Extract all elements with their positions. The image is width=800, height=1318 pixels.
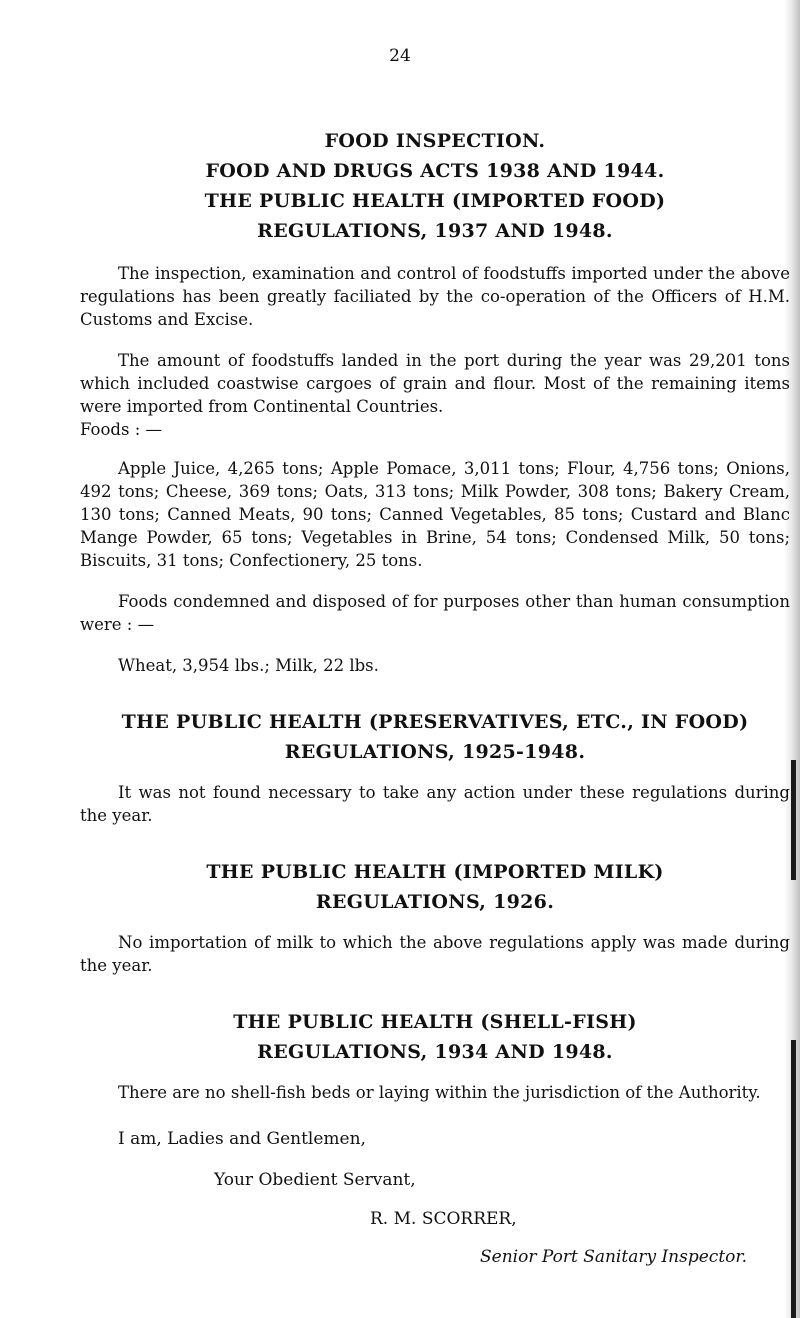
paragraph: It was not found necessary to take any action under these regulations during the year.	[80, 783, 790, 825]
foods-label: Foods : —	[80, 420, 162, 439]
shellfish-section	[80, 1007, 790, 1104]
signoff	[80, 1128, 790, 1267]
document-body	[80, 126, 790, 1267]
section-heading	[80, 707, 790, 767]
paragraph: There are no shell-fish beds or laying within the jurisdiction of the Authority.	[118, 1083, 761, 1102]
page-number: 24	[389, 46, 411, 66]
binding-mark	[791, 1040, 796, 1318]
section-heading	[80, 126, 790, 246]
foods-list: Apple Juice, 4,265 tons; Apple Pomace, 3,011 tons; Flour, 4,756 tons; Onions, 492 tons; Cheese, 369 tons; Oats, 313 tons; Milk Powder, 308 tons; Bakery Cream, 130 tons; Canned Meats, 90 tons; Canned Vegetables, 85 tons; Custard and Blanc Mange Powder, 65 tons; Vegetables in Brine, 54 tons; Condensed Milk, 50 tons; Biscuits, 31 tons; Confectionery, 25 tons.	[80, 459, 790, 570]
heading-line: THE PUBLIC HEALTH (SHELL-FISH)	[233, 1011, 637, 1033]
imported-milk-section	[80, 857, 790, 977]
paragraph: The inspection, examination and control of foodstuffs imported under the above regulations has been greatly faciliated by the co-operation of the Officers of H.M. Customs and Excise.	[80, 264, 790, 329]
condemned-list: Wheat, 3,954 lbs.; Milk, 22 lbs.	[118, 656, 379, 675]
heading-line: REGULATIONS, 1926.	[315, 891, 555, 913]
heading-line: THE PUBLIC HEALTH (IMPORTED MILK)	[206, 861, 664, 883]
heading-line: REGULATIONS, 1925-1948.	[284, 741, 586, 763]
food-inspection-section	[80, 126, 790, 677]
binding-mark	[791, 760, 796, 880]
heading-line: REGULATIONS, 1934 AND 1948.	[257, 1041, 613, 1063]
paragraph: No importation of milk to which the above regulations apply was made during the year.	[80, 933, 790, 975]
heading-line: THE PUBLIC HEALTH (PRESERVATIVES, ETC., IN FOOD)	[121, 711, 749, 733]
paragraph: The amount of foodstuffs landed in the port during the year was 29,201 tons which included coastwise cargoes of grain and flour. Most of the remaining items were imported from Continental Countries.	[80, 351, 790, 416]
signatory-title: Senior Port Sanitary Inspector.	[480, 1247, 748, 1267]
heading-line: THE PUBLIC HEALTH (IMPORTED FOOD)	[204, 190, 666, 212]
section-heading	[80, 857, 790, 917]
signoff-closing: Your Obedient Servant,	[214, 1170, 416, 1190]
heading-line: FOOD INSPECTION.	[324, 130, 546, 152]
heading-line: REGULATIONS, 1937 AND 1948.	[257, 220, 613, 242]
heading-line: FOOD AND DRUGS ACTS 1938 AND 1944.	[205, 160, 665, 182]
preservatives-section	[80, 707, 790, 827]
signatory-name: R. M. SCORRER,	[370, 1209, 517, 1229]
paragraph: Foods condemned and disposed of for purposes other than human consumption were : —	[80, 592, 790, 634]
signoff-greeting: I am, Ladies and Gentlemen,	[118, 1129, 366, 1149]
section-heading	[80, 1007, 790, 1067]
